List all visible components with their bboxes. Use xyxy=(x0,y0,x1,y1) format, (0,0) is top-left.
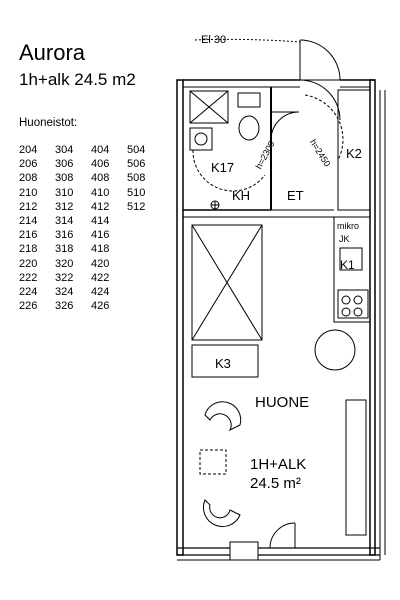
unit-number: 412 xyxy=(91,200,110,213)
unit-number: 416 xyxy=(91,229,110,242)
unit-number: 314 xyxy=(55,214,74,227)
unit-number: 312 xyxy=(55,200,74,213)
unit-number: 426 xyxy=(91,300,110,313)
unit-number: 308 xyxy=(55,172,74,185)
unit-number: 508 xyxy=(127,172,146,185)
unit-number: 220 xyxy=(19,257,38,270)
unit-number: 210 xyxy=(19,186,38,199)
sofa xyxy=(346,400,366,535)
chair-top xyxy=(205,402,241,430)
room-label-k3: K3 xyxy=(215,356,231,371)
unit-number: 224 xyxy=(19,285,38,298)
room-label-entry: ET xyxy=(287,188,304,203)
unit-number: 226 xyxy=(19,300,38,313)
apartment-type-label: 1H+ALK xyxy=(250,456,307,473)
unit-number: 422 xyxy=(91,271,110,284)
unit-number: 208 xyxy=(19,172,38,185)
unit-number: 322 xyxy=(55,271,74,284)
unit-number: 318 xyxy=(55,243,74,256)
apartment-area-label: 24.5 m² xyxy=(250,475,301,492)
unit-number: 414 xyxy=(91,214,110,227)
unit-number: 206 xyxy=(19,158,38,171)
room-label-k17: K17 xyxy=(211,160,235,175)
unit-number: 418 xyxy=(91,243,110,256)
unit-number: 510 xyxy=(127,186,146,199)
unit-number: 420 xyxy=(91,257,110,270)
bathroom-walls xyxy=(183,87,271,210)
appliance-label-jk: JK xyxy=(339,234,350,244)
unit-number: 310 xyxy=(55,186,74,199)
unit-number: 324 xyxy=(55,285,74,298)
unit-number: 326 xyxy=(55,300,74,313)
balcony-door xyxy=(230,542,258,560)
unit-number: 222 xyxy=(19,271,38,284)
unit-number: 410 xyxy=(91,186,110,199)
bathroom-door-arc xyxy=(271,112,299,140)
unit-number: 216 xyxy=(19,229,38,242)
coffee-table xyxy=(200,450,226,474)
plan-subtitle: 1h+alk 24.5 m2 xyxy=(19,70,136,89)
level-label: El 30 xyxy=(201,34,227,46)
balcony-door-arc xyxy=(270,523,295,548)
room-label-k1: K1 xyxy=(340,258,355,272)
unit-number: 506 xyxy=(127,158,146,171)
east-wall xyxy=(370,80,375,555)
appliance-label-mikro: mikro xyxy=(337,221,359,231)
unit-number: 304 xyxy=(55,144,74,156)
dining-table xyxy=(315,330,355,370)
unit-number: 320 xyxy=(55,257,74,270)
unit-number: 212 xyxy=(19,200,38,213)
plan-title: Aurora xyxy=(19,40,86,65)
room-label-huone: HUONE xyxy=(255,394,310,411)
chair-bottom xyxy=(203,500,240,527)
units-heading: Huoneistot: xyxy=(19,117,78,129)
unit-number: 404 xyxy=(91,144,110,156)
height-label-entry: h=2450 xyxy=(307,137,333,169)
unit-number: 424 xyxy=(91,285,110,298)
unit-number: 214 xyxy=(19,214,38,227)
unit-number: 512 xyxy=(127,200,146,213)
west-wall xyxy=(177,80,183,555)
room-label-bathroom: KH xyxy=(232,188,251,203)
unit-number: 408 xyxy=(91,172,110,185)
unit-number: 316 xyxy=(55,229,74,242)
unit-number: 204 xyxy=(19,144,38,156)
unit-number: 306 xyxy=(55,158,74,171)
unit-number: 504 xyxy=(127,144,146,156)
unit-number: 406 xyxy=(91,158,110,171)
unit-number: 218 xyxy=(19,243,38,256)
room-label-k2: K2 xyxy=(346,146,362,161)
height-label-bathroom: h=2300 xyxy=(253,139,277,171)
